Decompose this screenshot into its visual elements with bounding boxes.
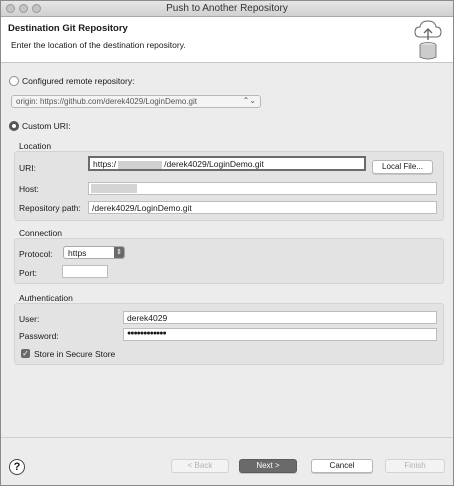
title-bar (1, 1, 453, 17)
back-button[interactable]: < Back (171, 459, 229, 473)
redacted-host (118, 161, 162, 169)
dropdown-arrow-icon: ⌃⌄ (242, 96, 256, 105)
uri-path-text: /derek4029/LoginDemo.git (164, 159, 264, 169)
configured-remote-radio[interactable] (9, 76, 19, 86)
configured-remote-dropdown[interactable] (11, 95, 261, 108)
uri-label: URI: (19, 163, 36, 173)
page-title: Destination Git Repository (8, 23, 128, 34)
user-input[interactable]: derek4029 (123, 311, 437, 324)
store-secure-label: Store in Secure Store (34, 349, 116, 359)
store-secure-checkbox[interactable]: ✓ (22, 349, 29, 358)
protocol-value: https (68, 248, 87, 258)
password-label: Password: (19, 331, 59, 341)
protocol-label: Protocol: (19, 249, 53, 259)
custom-uri-radio[interactable] (9, 121, 19, 131)
help-button[interactable]: ? (9, 459, 25, 475)
password-input[interactable]: ●●●●●●●●●●●● (123, 328, 437, 341)
host-input[interactable] (88, 182, 437, 195)
next-button[interactable]: Next > (239, 459, 297, 473)
local-file-button[interactable]: Local File... (372, 160, 433, 174)
port-input[interactable] (62, 265, 108, 278)
cloud-upload-icon (413, 19, 443, 61)
port-label: Port: (19, 268, 37, 278)
page-description: Enter the location of the destination repository. (11, 40, 186, 50)
window-title: Push to Another Repository (166, 3, 288, 14)
uri-input[interactable] (88, 156, 366, 171)
cancel-button[interactable]: Cancel (311, 459, 373, 473)
configured-remote-value: origin: https://github.com/derek4029/LoginDemo.git (16, 97, 197, 106)
footer-separator (1, 437, 453, 438)
authentication-group-title: Authentication (19, 293, 73, 303)
connection-group-title: Connection (19, 228, 63, 238)
dropdown-arrow-icon: ⇕ (114, 247, 124, 258)
user-label: User: (19, 314, 40, 324)
redacted-host-value (91, 184, 137, 193)
repository-path-input[interactable]: /derek4029/LoginDemo.git (88, 201, 437, 214)
configured-remote-label: Configured remote repository: (22, 76, 135, 86)
protocol-dropdown[interactable] (63, 246, 125, 259)
wizard-banner (1, 17, 453, 63)
host-label: Host: (19, 184, 39, 194)
repository-path-label: Repository path: (19, 203, 81, 213)
finish-button[interactable]: Finish (385, 459, 445, 473)
location-group-title: Location (19, 141, 52, 151)
custom-uri-label: Custom URI: (22, 121, 71, 131)
uri-scheme-text: https:/ (93, 159, 117, 169)
